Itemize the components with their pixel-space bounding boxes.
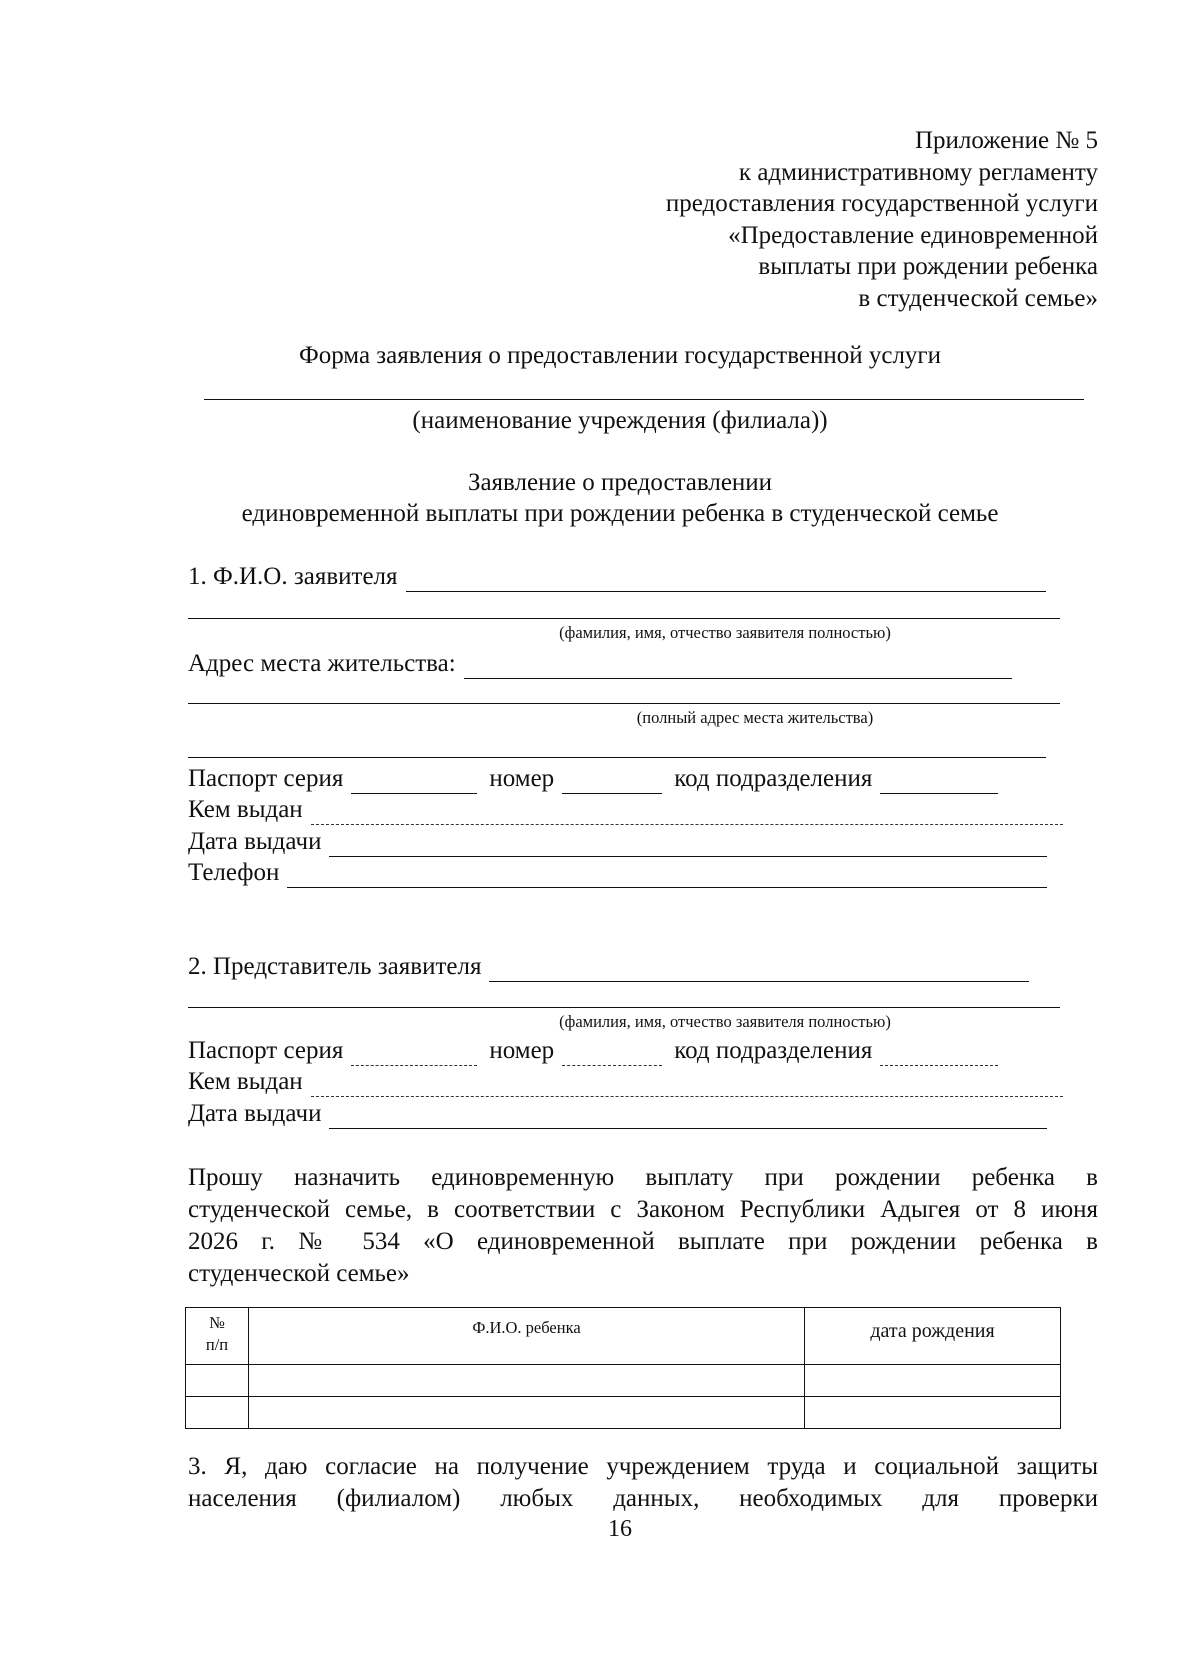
request-line: студенческой семье» bbox=[188, 1260, 410, 1287]
request-line: студенческой семье, в соответствии с Законом Республики Адыгея от 8 июня bbox=[188, 1196, 1098, 1223]
applicant-fio-field-continued[interactable] bbox=[188, 618, 1060, 619]
table-cell-birth-date[interactable] bbox=[805, 1365, 1061, 1397]
rep-issued-by-field[interactable] bbox=[311, 1074, 1063, 1097]
rep-passport-series-label: Паспорт серия bbox=[188, 1037, 344, 1064]
representative-fio-caption: (фамилия, имя, отчество заявителя полностью) bbox=[559, 1012, 891, 1031]
rep-issue-date-label: Дата выдачи bbox=[188, 1100, 322, 1127]
issued-by-label: Кем выдан bbox=[188, 796, 303, 823]
table-cell-fio[interactable] bbox=[249, 1397, 805, 1429]
rep-division-code-field[interactable] bbox=[880, 1043, 998, 1066]
consent-line: населения (филиалом) любых данных, необходимых для проверки bbox=[188, 1485, 1098, 1512]
division-code-label: код подразделения bbox=[674, 765, 873, 792]
applicant-fio-caption: (фамилия, имя, отчество заявителя полностью) bbox=[559, 623, 891, 642]
consent-paragraph bbox=[188, 1451, 1098, 1515]
representative-label: 2. Представитель заявителя bbox=[188, 953, 482, 980]
representative-row bbox=[188, 951, 1029, 982]
column-header-fio: Ф.И.О. ребенка bbox=[249, 1308, 805, 1365]
rep-division-code-label: код подразделения bbox=[674, 1037, 873, 1064]
rep-passport-number-field[interactable] bbox=[562, 1043, 662, 1066]
table-cell-fio[interactable] bbox=[249, 1365, 805, 1397]
appendix-line: Приложение № 5 bbox=[914, 127, 1098, 154]
institution-name-field[interactable] bbox=[204, 399, 1084, 400]
issue-date-label: Дата выдачи bbox=[188, 828, 322, 855]
application-title bbox=[0, 467, 1200, 529]
request-line: 2026 г. № 534 «О единовременной выплате при рождении ребенка в bbox=[188, 1228, 1098, 1255]
application-title-line: Заявление о предоставлении bbox=[467, 469, 773, 496]
rep-issue-date-field[interactable] bbox=[329, 1106, 1047, 1129]
address-label: Адрес места жительства: bbox=[188, 650, 456, 677]
appendix-line: предоставления государственной услуги bbox=[665, 190, 1098, 217]
passport-row bbox=[188, 763, 998, 794]
appendix-line: «Предоставление единовременной bbox=[728, 221, 1098, 249]
phone-label: Телефон bbox=[188, 859, 280, 886]
address-field-extra[interactable] bbox=[188, 757, 1046, 758]
column-header-number-line: п/п bbox=[205, 1335, 229, 1354]
table-cell-number[interactable] bbox=[186, 1397, 249, 1429]
column-header-number-line: № bbox=[209, 1313, 225, 1332]
representative-field-continued[interactable] bbox=[188, 1007, 1060, 1008]
table-row bbox=[186, 1365, 1061, 1397]
form-title: Форма заявления о предоставлении государственной услуги bbox=[298, 342, 942, 369]
appendix-line: выплаты при рождении ребенка bbox=[758, 253, 1098, 280]
institution-caption: (наименование учреждения (филиала)) bbox=[412, 407, 828, 434]
column-header-number bbox=[186, 1308, 249, 1365]
address-field[interactable] bbox=[464, 656, 1012, 679]
passport-number-field[interactable] bbox=[562, 771, 662, 794]
table-cell-birth-date[interactable] bbox=[805, 1397, 1061, 1429]
table-row bbox=[186, 1397, 1061, 1429]
children-table bbox=[185, 1307, 1061, 1429]
table-cell-number[interactable] bbox=[186, 1365, 249, 1397]
applicant-fio-label: 1. Ф.И.О. заявителя bbox=[188, 563, 398, 590]
issue-date-field[interactable] bbox=[329, 834, 1047, 857]
application-title-line: единовременной выплаты при рождении ребенка в студенческой семье bbox=[241, 500, 999, 527]
rep-issue-date-row bbox=[188, 1098, 1047, 1129]
column-header-birth-date: дата рождения bbox=[805, 1308, 1061, 1365]
phone-field[interactable] bbox=[287, 865, 1047, 888]
division-code-field[interactable] bbox=[880, 771, 998, 794]
passport-series-field[interactable] bbox=[351, 771, 477, 794]
representative-field[interactable] bbox=[489, 959, 1029, 982]
rep-passport-number-label: номер bbox=[489, 1037, 555, 1064]
appendix-line: в студенческой семье» bbox=[858, 284, 1098, 312]
rep-issued-by-row bbox=[188, 1066, 1063, 1097]
page-number: 16 bbox=[608, 1516, 632, 1542]
passport-number-label: номер bbox=[489, 765, 555, 792]
passport-series-label: Паспорт серия bbox=[188, 765, 344, 792]
consent-line: 3. Я, даю согласие на получение учреждением труда и социальной защиты bbox=[188, 1453, 1098, 1480]
address-field-continued[interactable] bbox=[188, 703, 1060, 704]
rep-passport-row bbox=[188, 1035, 998, 1066]
address-row bbox=[188, 648, 1012, 679]
address-caption: (полный адрес места жительства) bbox=[636, 708, 874, 727]
rep-issued-by-label: Кем выдан bbox=[188, 1068, 303, 1095]
applicant-fio-field[interactable] bbox=[406, 569, 1046, 592]
issue-date-row bbox=[188, 826, 1047, 857]
issued-by-row bbox=[188, 794, 1063, 825]
rep-passport-series-field[interactable] bbox=[351, 1043, 477, 1066]
table-header-row bbox=[186, 1308, 1061, 1365]
issued-by-field[interactable] bbox=[311, 802, 1063, 825]
request-line: Прошу назначить единовременную выплату при рождении ребенка в bbox=[188, 1164, 1098, 1191]
appendix-header bbox=[666, 125, 1098, 314]
applicant-fio-row bbox=[188, 561, 1046, 592]
request-paragraph bbox=[188, 1162, 1098, 1290]
appendix-line: к административному регламенту bbox=[738, 158, 1098, 186]
phone-row bbox=[188, 857, 1047, 888]
